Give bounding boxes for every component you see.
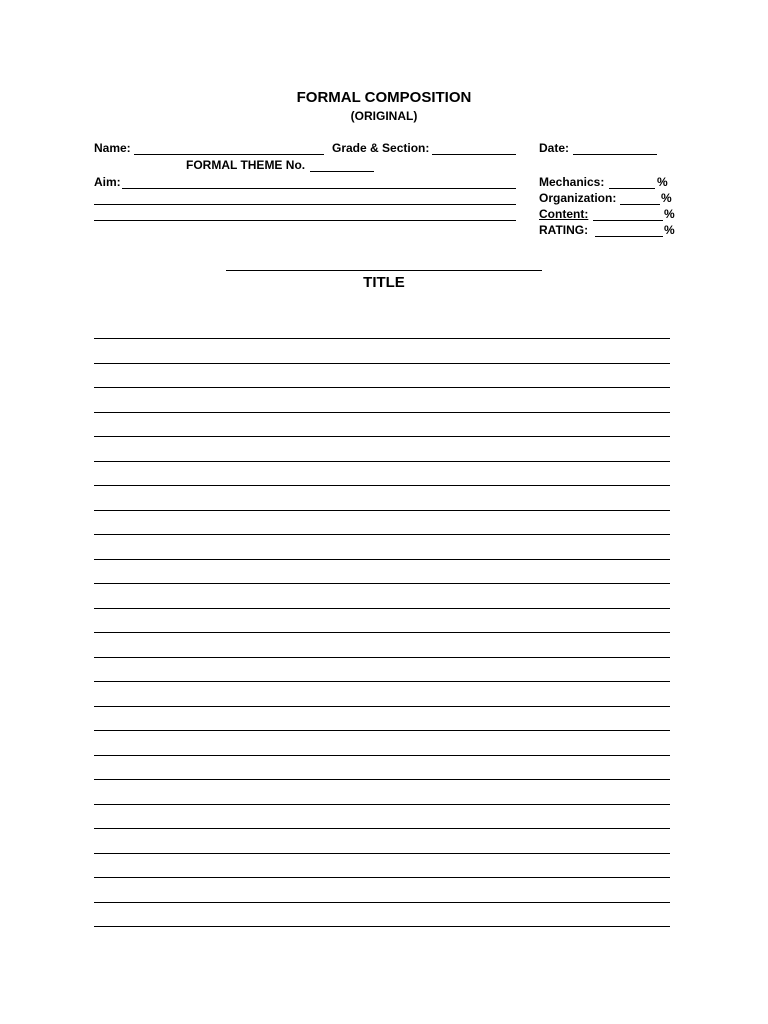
rating-label: RATING: bbox=[539, 223, 589, 237]
writing-line[interactable] bbox=[94, 387, 670, 388]
writing-line[interactable] bbox=[94, 730, 670, 731]
writing-line[interactable] bbox=[94, 534, 670, 535]
writing-line[interactable] bbox=[94, 779, 670, 780]
writing-line[interactable] bbox=[94, 559, 670, 560]
writing-line[interactable] bbox=[94, 902, 670, 903]
writing-line[interactable] bbox=[94, 755, 670, 756]
writing-line[interactable] bbox=[94, 338, 670, 339]
rating-percent: % bbox=[664, 223, 675, 237]
name-label: Name: bbox=[94, 141, 131, 155]
aim-label: Aim: bbox=[94, 175, 121, 189]
rating-field[interactable] bbox=[595, 225, 663, 237]
grade-section-field[interactable] bbox=[432, 143, 516, 155]
name-field[interactable] bbox=[134, 143, 324, 155]
mechanics-label: Mechanics: bbox=[539, 175, 605, 189]
writing-line[interactable] bbox=[94, 657, 670, 658]
title-line[interactable] bbox=[226, 270, 542, 271]
form-title: FORMAL COMPOSITION bbox=[296, 89, 472, 106]
writing-line[interactable] bbox=[94, 363, 670, 364]
content-percent: % bbox=[664, 207, 675, 221]
writing-line[interactable] bbox=[94, 877, 670, 878]
organization-label: Organization: bbox=[539, 191, 617, 205]
writing-line[interactable] bbox=[94, 485, 670, 486]
writing-line[interactable] bbox=[94, 436, 670, 437]
mechanics-field[interactable] bbox=[609, 177, 655, 189]
date-field[interactable] bbox=[573, 143, 657, 155]
writing-line[interactable] bbox=[94, 804, 670, 805]
writing-line[interactable] bbox=[94, 510, 670, 511]
form-subtitle: (ORIGINAL) bbox=[350, 109, 418, 123]
writing-line[interactable] bbox=[94, 853, 670, 854]
writing-line[interactable] bbox=[94, 412, 670, 413]
content-label: Content: bbox=[539, 207, 589, 221]
organization-field[interactable] bbox=[620, 193, 660, 205]
grade-section-label: Grade & Section: bbox=[332, 141, 430, 155]
formal-theme-field[interactable] bbox=[310, 160, 374, 172]
content-field[interactable] bbox=[593, 209, 663, 221]
writing-line[interactable] bbox=[94, 632, 670, 633]
organization-percent: % bbox=[661, 191, 672, 205]
mechanics-percent: % bbox=[657, 175, 668, 189]
writing-line[interactable] bbox=[94, 461, 670, 462]
writing-line[interactable] bbox=[94, 681, 670, 682]
formal-theme-label: FORMAL THEME No. bbox=[186, 158, 306, 172]
writing-line[interactable] bbox=[94, 608, 670, 609]
date-label: Date: bbox=[539, 141, 570, 155]
writing-line[interactable] bbox=[94, 583, 670, 584]
aim-line-2[interactable] bbox=[94, 204, 516, 205]
writing-line[interactable] bbox=[94, 706, 670, 707]
aim-field[interactable] bbox=[122, 177, 516, 189]
writing-line[interactable] bbox=[94, 828, 670, 829]
aim-line-3[interactable] bbox=[94, 220, 516, 221]
title-label: TITLE bbox=[363, 274, 405, 291]
writing-line[interactable] bbox=[94, 926, 670, 927]
